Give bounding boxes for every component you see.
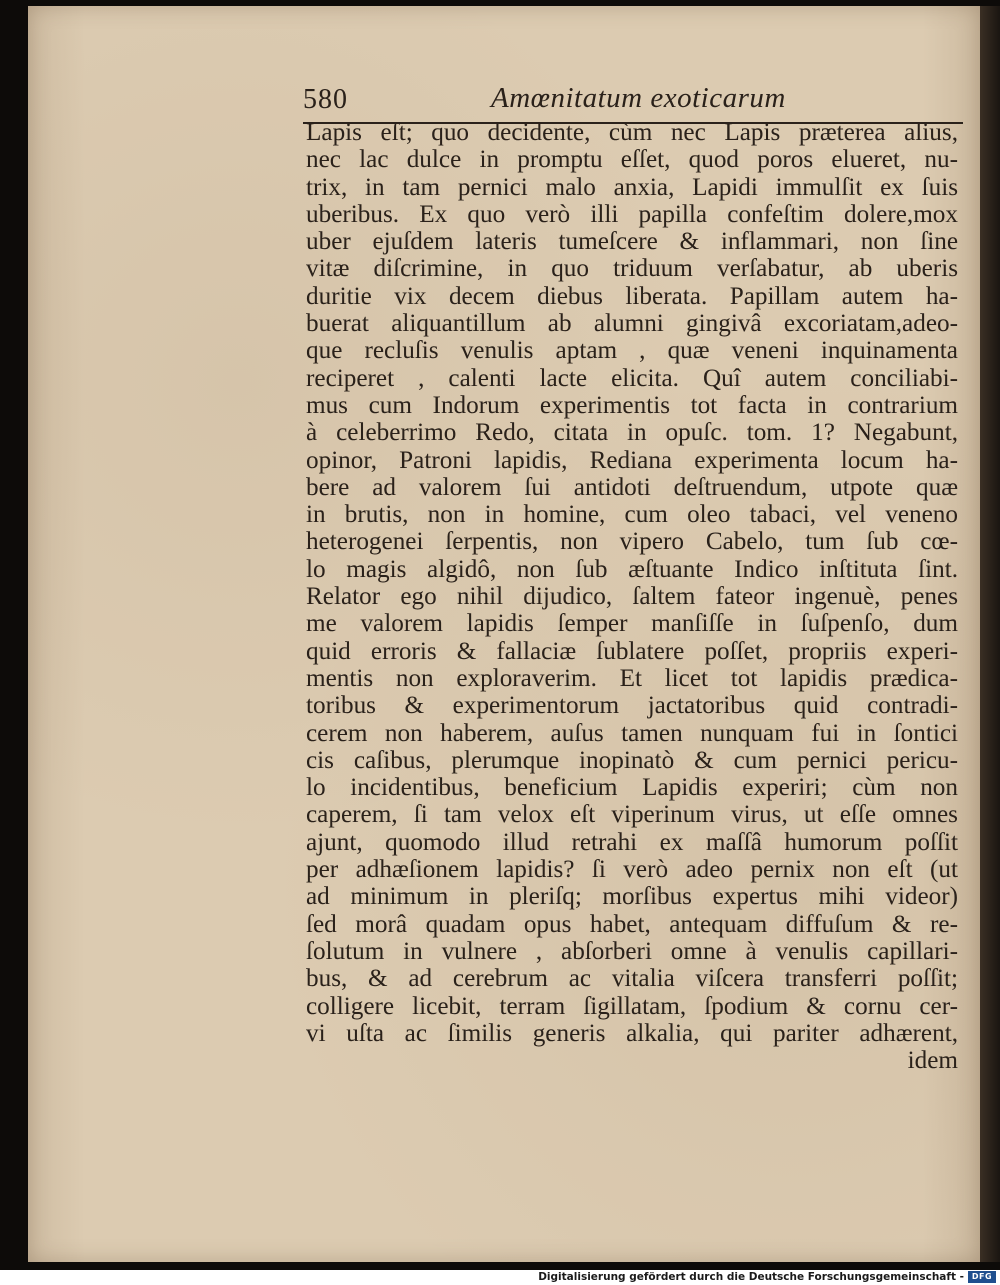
text-line: cerem non haberem, auſus tamen nunquam fui in ſontici bbox=[306, 719, 958, 747]
page-header bbox=[303, 82, 963, 124]
text-line: mus cum Indorum experimentis tot facta in contrarium bbox=[306, 391, 958, 419]
text-line: vitæ diſcrimine, in quo triduum verſabatur, ab uberis bbox=[306, 255, 958, 283]
text-line: ad minimum in pleriſq; morſibus expertus mihi videor) bbox=[306, 883, 958, 911]
text-line: cis caſibus, plerumque inopinatò & cum pernici pericu- bbox=[306, 746, 958, 774]
text-line: lo magis algidô, non ſub æſtuante Indico inſtituta ſint. bbox=[306, 555, 958, 583]
text-line: quid erroris & fallaciæ ſublatere poſſet, propriis experi- bbox=[306, 637, 958, 665]
text-line: opinor, Patroni lapidis, Rediana experimenta locum ha- bbox=[306, 446, 958, 474]
running-head: Amœnitatum exoticarum bbox=[491, 82, 786, 114]
text-line: lo incidentibus, beneficium Lapidis experiri; cùm non bbox=[306, 774, 958, 802]
text-line: Relator ego nihil dijudico, ſaltem fateor ingenuè, penes bbox=[306, 583, 958, 611]
text-line: caperem, ſi tam velox eſt viperinum virus, ut eſſe omnes bbox=[306, 801, 958, 829]
text-line: à celeberrimo Redo, citata in opuſc. tom. 1? Negabunt, bbox=[306, 419, 958, 447]
text-line: bere ad valorem ſui antidoti deſtruendum, utpote quæ bbox=[306, 473, 958, 501]
text-line: duritie vix decem diebus liberata. Papillam autem ha- bbox=[306, 282, 958, 310]
page-edge-shadow bbox=[980, 6, 1000, 1262]
text-line: per adhæſionem lapidis? ſi verò adeo pernix non eſt (ut bbox=[306, 856, 958, 884]
page-number: 580 bbox=[303, 84, 348, 115]
text-line: in brutis, non in homine, cum oleo tabaci, vel veneno bbox=[306, 501, 958, 529]
text-line: que recluſis venulis aptam , quæ veneni inquinamenta bbox=[306, 337, 958, 365]
text-line: reciperet , calenti lacte elicita. Quî autem conciliabi- bbox=[306, 364, 958, 392]
text-line: ſed morâ quadam opus habet, antequam diffuſum & re- bbox=[306, 910, 958, 938]
text-line: me valorem lapidis ſemper manſiſſe in ſuſpenſo, dum bbox=[306, 610, 958, 638]
text-line: trix, in tam pernici malo anxia, Lapidi immulſit ex ſuis bbox=[306, 173, 958, 201]
text-line: mentis non exploraverim. Et licet tot lapidis prædica- bbox=[306, 664, 958, 692]
text-line: Lapis eſt; quo decidente, cùm nec Lapis præterea alius, bbox=[306, 119, 958, 146]
text-line: ajunt, quomodo illud retrahi ex maſſâ humorum poſſit bbox=[306, 828, 958, 856]
text-line: heterogenei ſerpentis, non vipero Cabelo, tum ſub cœ- bbox=[306, 528, 958, 556]
text-line: toribus & experimentorum jactatoribus quid contradi- bbox=[306, 692, 958, 720]
text-line: uber ejuſdem lateris tumeſcere & inflammari, non ſine bbox=[306, 228, 958, 256]
text-line: ſolutum in vulnere , abſorberi omne à venulis capillari- bbox=[306, 937, 958, 965]
text-line: bus, & ad cerebrum ac vitalia viſcera transferri poſſit; bbox=[306, 965, 958, 993]
text-line: colligere licebit, terram ſigillatam, ſpodium & cornu cer- bbox=[306, 992, 958, 1020]
text-line: idem bbox=[907, 1047, 958, 1075]
body-text bbox=[306, 119, 958, 1074]
text-line: nec lac dulce in promptu eſſet, quod poros elueret, nu- bbox=[306, 146, 958, 174]
text-line: uberibus. Ex quo verò illi papilla confeſtim dolere,mox bbox=[306, 200, 958, 228]
dfg-logo: DFG bbox=[968, 1271, 996, 1283]
digitization-credit: Digitalisierung gefördert durch die Deutsche Forschungsgemeinschaft - bbox=[538, 1271, 964, 1283]
text-line: buerat aliquantillum ab alumni gingivâ excoriatam,adeo- bbox=[306, 310, 958, 338]
text-line: vi uſta ac ſimilis generis alkalia, qui pariter adhærent, bbox=[306, 1019, 958, 1047]
